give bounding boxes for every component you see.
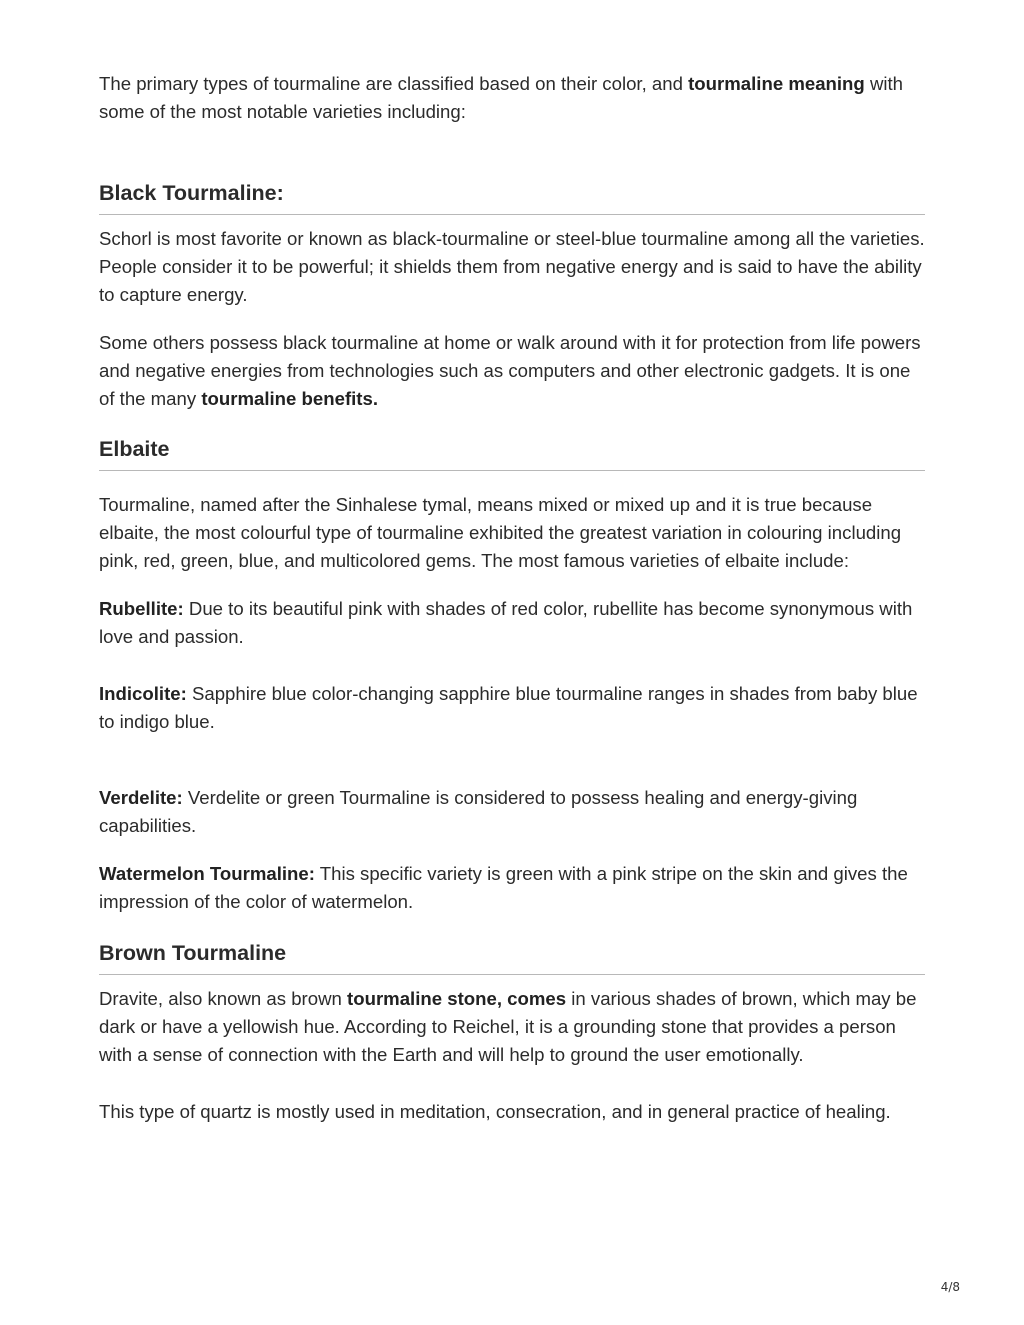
brown-paragraph-2: This type of quartz is mostly used in meditation, consecration, and in general practice of healing. [99, 1101, 891, 1122]
variety-text: Verdelite or green Tourmaline is considered to possess healing and energy-giving capabilities. [99, 787, 858, 836]
intro-paragraph [99, 70, 925, 126]
brown-bold-tourmaline-stone: tourmaline stone, comes [347, 988, 567, 1009]
variety-name: Rubellite: [99, 598, 184, 619]
heading-elbaite: Elbaite [99, 434, 925, 471]
elbaite-paragraph: Tourmaline, named after the Sinhalese tymal, means mixed or mixed up and it is true because elbaite, the most colourful type of tourmaline exhibited the greatest variation in colouring including pink, red, green, blue, and multicolored gems. The most famous varieties of elbaite include: [99, 494, 902, 571]
heading-brown-tourmaline: Brown Tourmaline [99, 938, 925, 975]
variety-text: Due to its beautiful pink with shades of red color, rubellite has become synonymous with love and passion. [99, 598, 913, 647]
variety-verdelite [99, 784, 925, 840]
variety-text: Sapphire blue color-changing sapphire blue tourmaline ranges in shades from baby blue to indigo blue. [99, 683, 918, 732]
intro-text-1: The primary types of tourmaline are classified based on their color, and [99, 73, 689, 94]
brown-paragraph-1 [99, 985, 925, 1069]
heading-black-tourmaline: Black Tourmaline: [99, 178, 925, 215]
variety-name: Indicolite: [99, 683, 187, 704]
variety-rubellite [99, 595, 925, 651]
variety-indicolite [99, 680, 925, 736]
brown-text-1: Dravite, also known as brown [99, 988, 348, 1009]
black-paragraph-1: Schorl is most favorite or known as black-tourmaline or steel-blue tourmaline among all the varieties. People consider it to be powerful; it shields them from negative energy and is said to have the ability to capture energy. [99, 228, 925, 305]
black-bold-tourmaline-benefits: tourmaline benefits. [201, 388, 378, 409]
variety-watermelon [99, 860, 925, 916]
document-page [99, 70, 925, 1126]
intro-bold-tourmaline-meaning: tourmaline meaning [688, 73, 865, 94]
black-paragraph-2-text: Some others possess black tourmaline at home or walk around with it for protection from life powers and negative energies from technologies such as computers and other electronic gadgets. It is one of the many [99, 332, 921, 409]
brown-text-2: in various shades of brown, which may be dark or have a yellowish hue. According to Reichel, it is a grounding stone that provides a person with a sense of connection with the Earth and will help to ground the user emotionally. [99, 988, 917, 1065]
variety-name: Watermelon Tourmaline: [99, 863, 315, 884]
variety-name: Verdelite: [99, 787, 183, 808]
page-number: 4/8 [940, 1280, 960, 1294]
variety-text: This specific variety is green with a pink stripe on the skin and gives the impression of the color of watermelon. [99, 863, 908, 912]
black-paragraph-2 [99, 329, 925, 413]
intro-text-2: with some of the most notable varieties including: [99, 73, 904, 122]
